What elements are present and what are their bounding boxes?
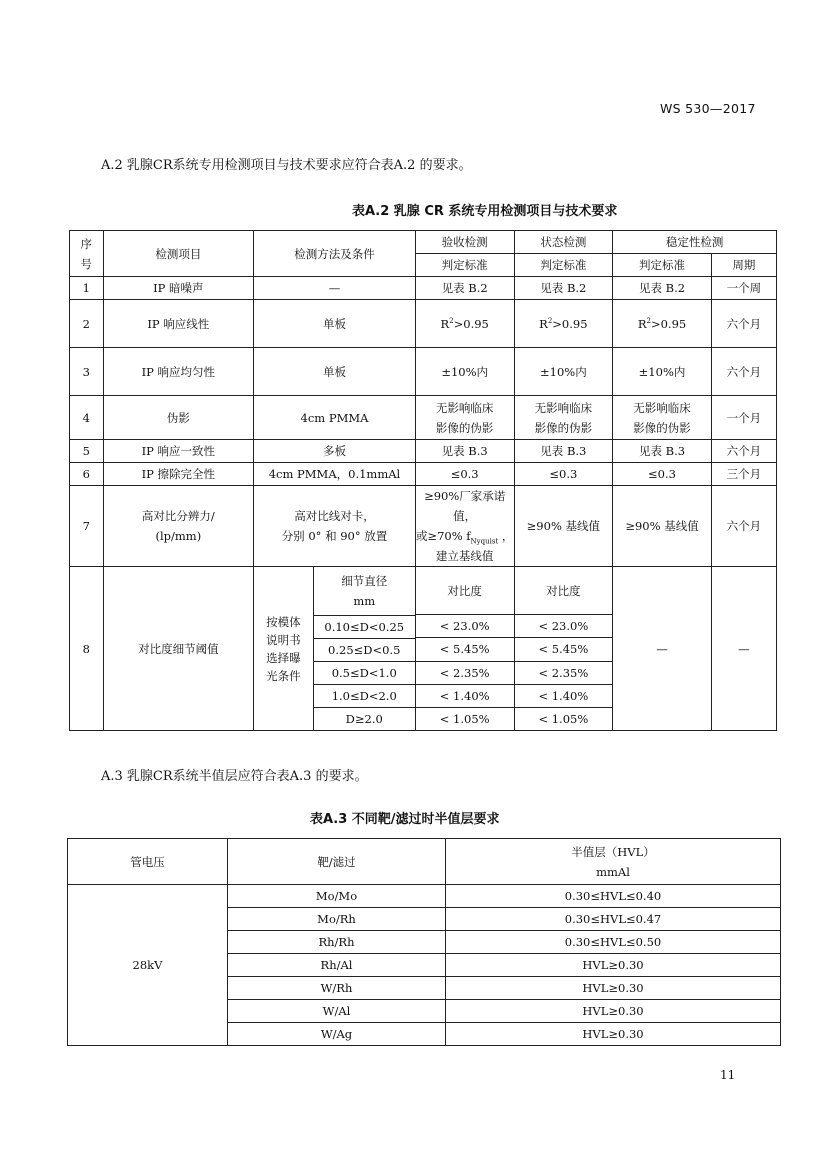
table-a3: [67, 838, 781, 1046]
table-row: 4 伪影 4cm PMMA 无影响临床 影像的伪影 无影响临床 影像的伪影 无影响临床 影像的伪影 一个月: [70, 396, 777, 440]
table-row: W/Ag HVL≥0.30: [68, 1023, 781, 1046]
table-row: 5 IP 响应一致性 多板 见表 B.3 见表 B.3 见表 B.3 六个月: [70, 440, 777, 463]
header-period: 周期: [711, 254, 776, 277]
header-criterion-stab: 判定标准: [613, 254, 712, 277]
table-a2-caption: 表A.2 乳腺 CR 系统专用检测项目与技术要求: [352, 204, 618, 219]
table-row: < 1.40% < 1.40%: [70, 684, 777, 707]
header-no: 序 号: [70, 231, 104, 277]
table-row: 2 IP 响应线性 单板 $R^2>0.95$ $R^2>0.95$ $R^2>0.95$ 六个月: [70, 300, 777, 348]
header-hvl: 半值层（HVL） mmAl: [446, 839, 781, 885]
header-stability: 稳定性检测: [613, 231, 777, 254]
table-row: 1 IP 暗噪声 — 见表 B.2 见表 B.2 见表 B.2 一个周: [70, 277, 777, 300]
section-a3-text: A.3 乳腺CR系统半值层应符合表A.3 的要求。: [101, 769, 368, 784]
section-a2-text: A.2 乳腺CR系统专用检测项目与技术要求应符合表A.2 的要求。: [101, 158, 472, 173]
table-row: Mo/Rh 0.30≤HVL≤0.47: [68, 908, 781, 931]
standard-number: WS 530—2017: [660, 101, 756, 116]
voltage-value: 28kV: [68, 885, 228, 1046]
table-row: 28kV Mo/Mo 0.30≤HVL≤0.40: [68, 885, 781, 908]
table-row: W/Rh HVL≥0.30: [68, 977, 781, 1000]
method-condition: 按模体 说明书 选择曝 光条件: [254, 567, 313, 730]
detail-diameter-header: 细节直径 mm: [313, 567, 415, 615]
table-row: 6 IP 擦除完全性 4cm PMMA，0.1mmAl ≤0.3 ≤0.3 ≤0.3 三个月: [70, 463, 777, 486]
table-row: < 1.05% < 1.05%: [70, 707, 777, 730]
table-row: 8 对比度细节阈值 按模体 说明书 选择曝 光条件 细节直径 mm 0.10≤D<0.25 0.25≤D<0.5 0.5≤D<1.0 1.0≤D<2.0 D≥2.0 对比度 对比度 — —: [70, 567, 777, 615]
header-acceptance: 验收检测: [415, 231, 514, 254]
header-target: 靶/滤过: [228, 839, 446, 885]
table-a3-caption: 表A.3 不同靶/滤过时半值层要求: [310, 812, 500, 827]
header-voltage: 管电压: [68, 839, 228, 885]
header-item: 检测项目: [103, 231, 254, 277]
header-criterion-acc: 判定标准: [415, 254, 514, 277]
table-row: 7 高对比分辨力/ (lp/mm) 高对比线对卡， 分别 0° 和 90° 放置 ≥90%厂家承诺值， 或≥70% $f_{Nyquist}$ ， 建立基线值 ≥90% 基线值 ≥90% 基线值 六个月: [70, 486, 777, 567]
page-number: 11: [720, 1068, 736, 1082]
header-method: 检测方法及条件: [254, 231, 416, 277]
table-row: Rh/Rh 0.30≤HVL≤0.50: [68, 931, 781, 954]
table-row: < 2.35% < 2.35%: [70, 661, 777, 684]
table-row: < 23.0% < 23.0%: [70, 615, 777, 638]
table-a2: [69, 230, 777, 731]
table-row: < 5.45% < 5.45%: [70, 638, 777, 661]
header-criterion-sta: 判定标准: [514, 254, 613, 277]
table-row: 3 IP 响应均匀性 单板 ±10%内 ±10%内 ±10%内 六个月: [70, 348, 777, 396]
table-row: Rh/Al HVL≥0.30: [68, 954, 781, 977]
table-row: W/Al HVL≥0.30: [68, 1000, 781, 1023]
header-status: 状态检测: [514, 231, 613, 254]
